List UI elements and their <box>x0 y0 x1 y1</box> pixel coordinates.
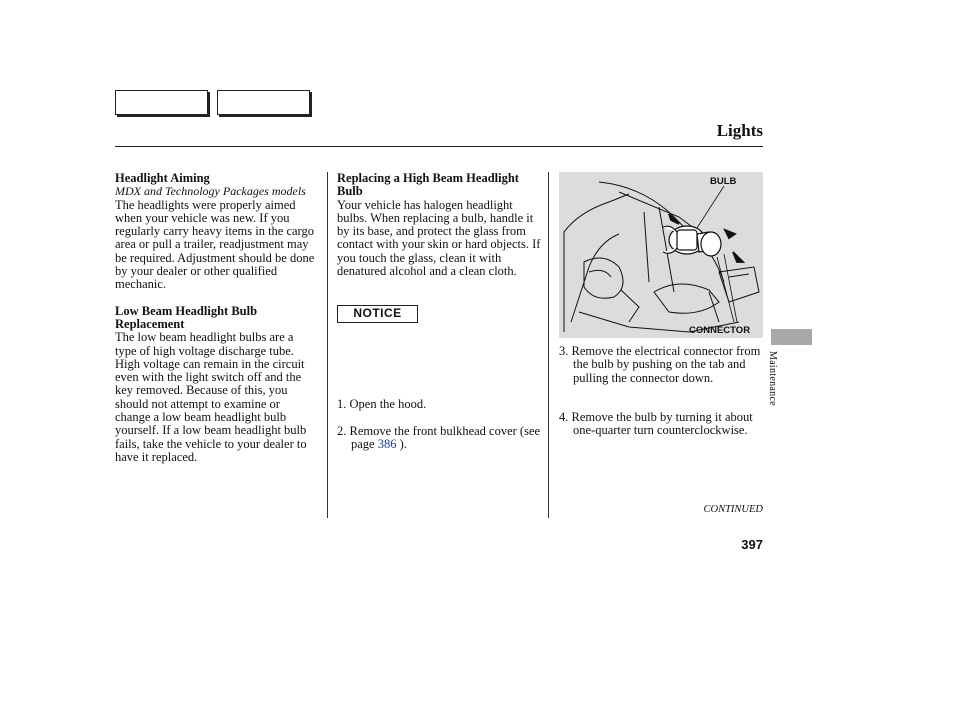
headlight-bulb-figure <box>559 172 763 338</box>
paragraph-low-beam: The low beam headlight bulbs are a type of high voltage discharge tube. High voltage can remain in the circuit even with the light switch off and the key removed. Because of this, you should not attempt to examine or change a low beam headlight bulb yourself. If a low beam headlight bulb fails, take the vehicle to your dealer to have it replaced. <box>115 330 307 464</box>
step-1: 1. Open the hood. <box>337 397 427 411</box>
engine-bay-illustration <box>559 172 763 338</box>
heading-low-beam: Low Beam Headlight Bulb Replacement <box>115 303 258 331</box>
step-2-text: 2. Remove the front bulkhead cover (see page <box>337 424 541 452</box>
paragraph-high-beam: Your vehicle has halogen headlight bulbs. When replacing a bulb, handle it by its base, and protect the glass from contact with your skin or hard objects. If you touch the glass, clean it with denatured alcohol and a clean cloth. <box>337 197 541 279</box>
step-4: 4. Remove the bulb by turning it about one-quarter turn counterclockwise. <box>559 410 753 438</box>
section-tab <box>771 329 812 345</box>
column-divider-2 <box>548 172 549 518</box>
page-number: 397 <box>741 537 763 552</box>
figure-label-connector: CONNECTOR <box>689 325 751 336</box>
nav-button-2[interactable] <box>217 90 310 115</box>
heading-high-beam: Replacing a High Beam Headlight Bulb <box>337 171 519 199</box>
column-2 <box>337 172 541 278</box>
notice-badge: NOTICE <box>337 305 418 323</box>
section-tab-label: Maintenance <box>767 351 778 406</box>
column-1 <box>115 172 315 464</box>
nav-button-1[interactable] <box>115 90 208 115</box>
subheading-models: MDX and Technology Packages models <box>115 184 306 199</box>
page-link-386[interactable]: 386 <box>377 437 397 452</box>
step-2-suffix: ). <box>396 437 407 452</box>
paragraph-aiming: The headlights were properly aimed when your vehicle was new. If you regularly carry heavy items in the cargo area or pull a trailer, readjustment may be required. Adjustment should be done by your dealer or other qualified mechanic. <box>115 197 315 292</box>
heading-headlight-aiming: Headlight Aiming <box>115 171 210 185</box>
page-title: Lights <box>716 121 763 140</box>
continued-label: CONTINUED <box>703 504 763 515</box>
step-3: 3. Remove the electrical connector from the bulb by pushing on the tab and pulling the connector down. <box>559 344 761 385</box>
figure-label-bulb: BULB <box>710 176 737 187</box>
header-rule <box>115 146 763 147</box>
column-divider-1 <box>327 172 328 518</box>
step-2 <box>337 425 551 452</box>
